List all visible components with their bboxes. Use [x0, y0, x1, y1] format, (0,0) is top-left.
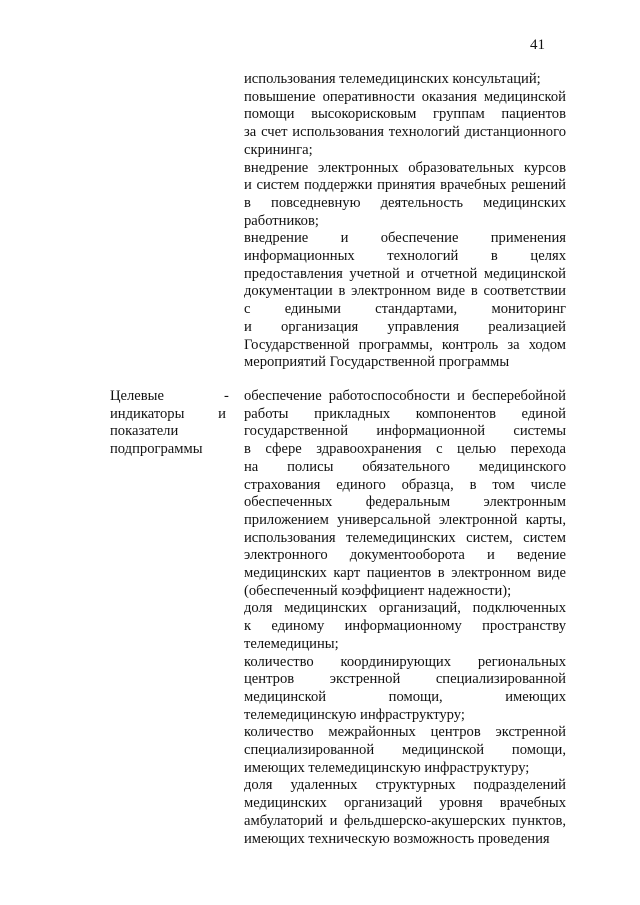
- text-line: внедрение электронных образовательных курсов: [244, 159, 566, 176]
- text-line: специализированной медицинской помощи,: [244, 742, 566, 759]
- text-line: к единому информационному пространству: [244, 618, 566, 635]
- text-line: (обеспеченный коэффициент надежности);: [244, 582, 512, 599]
- text-line: использования телемедицинских консультаций;: [244, 71, 541, 87]
- text-line: с едиными стандартами, мониторинг: [244, 301, 566, 318]
- text-line: телемедицинскую инфраструктуру;: [244, 706, 465, 723]
- lower-text-block: [244, 388, 566, 848]
- text-line: мероприятий Государственной программы: [244, 354, 510, 371]
- upper-text-block: [244, 71, 566, 372]
- text-line: в повседневную деятельность медицинских: [244, 194, 566, 211]
- text-line: скрининга;: [244, 141, 313, 158]
- text-line: предоставления учетной и отчетной медицинской: [244, 265, 566, 282]
- section-label: [110, 388, 226, 459]
- text-line: государственной информационной системы: [244, 423, 566, 440]
- text-line: работы прикладных компонентов единой: [244, 405, 566, 422]
- text-line: количество межрайонных центров экстренной: [244, 724, 566, 741]
- text-line: в сфере здравоохранения с целью перехода: [244, 441, 566, 458]
- text-line: и организация управления реализацией: [244, 318, 566, 335]
- text-line: показатели: [110, 423, 179, 440]
- text-line: доля медицинских организаций, подключенных: [244, 600, 566, 617]
- text-line: имеющих техническую возможность проведения: [244, 830, 550, 847]
- text-line: медицинской помощи, имеющих: [244, 688, 566, 705]
- text-line: документации в электронном виде в соответствии: [244, 283, 566, 300]
- text-line: электронного документооборота и ведение: [244, 547, 566, 564]
- text-line: центров экстренной специализированной: [244, 671, 566, 688]
- text-line: использования телемедицинских систем, систем: [244, 529, 566, 546]
- text-line: телемедицины;: [244, 635, 339, 652]
- text-line: обеспечение работоспособности и бесперебойной: [244, 388, 566, 404]
- text-line: работников;: [244, 212, 319, 229]
- text-line: информационных технологий в целях: [244, 248, 566, 265]
- text-line: на полисы обязательного медицинского: [244, 458, 566, 475]
- text-line: приложением универсальной электронной карты,: [244, 511, 566, 528]
- text-line: медицинских карт пациентов в электронном виде: [244, 565, 566, 582]
- text-line: Государственной программы, контроль за ходом: [244, 336, 566, 353]
- text-line: и систем поддержки принятия врачебных решений: [244, 177, 566, 194]
- text-line: внедрение и обеспечение применения: [244, 230, 566, 247]
- text-line: страхования единого образца, в том числе: [244, 476, 566, 493]
- text-line: за счет использования технологий дистанционного: [244, 124, 566, 141]
- text-line: Целевые: [110, 388, 164, 404]
- text-line: обеспеченных федеральным электронным: [244, 494, 566, 511]
- text-line: имеющих телемедицинскую инфраструктуру;: [244, 759, 530, 776]
- text-line: количество координирующих региональных: [244, 653, 566, 670]
- text-line: амбулаторий и фельдшерско-акушерских пунктов,: [244, 812, 566, 829]
- text-line: доля удаленных структурных подразделений: [244, 777, 566, 794]
- text-line: индикаторы и: [110, 405, 226, 422]
- label-dash: -: [224, 388, 229, 404]
- page-number: 41: [530, 37, 545, 53]
- text-line: повышение оперативности оказания медицинской: [244, 88, 566, 105]
- text-line: подпрограммы: [110, 441, 203, 458]
- text-line: медицинских организаций уровня врачебных: [244, 795, 566, 812]
- text-line: помощи высокорисковым группам пациентов: [244, 106, 566, 123]
